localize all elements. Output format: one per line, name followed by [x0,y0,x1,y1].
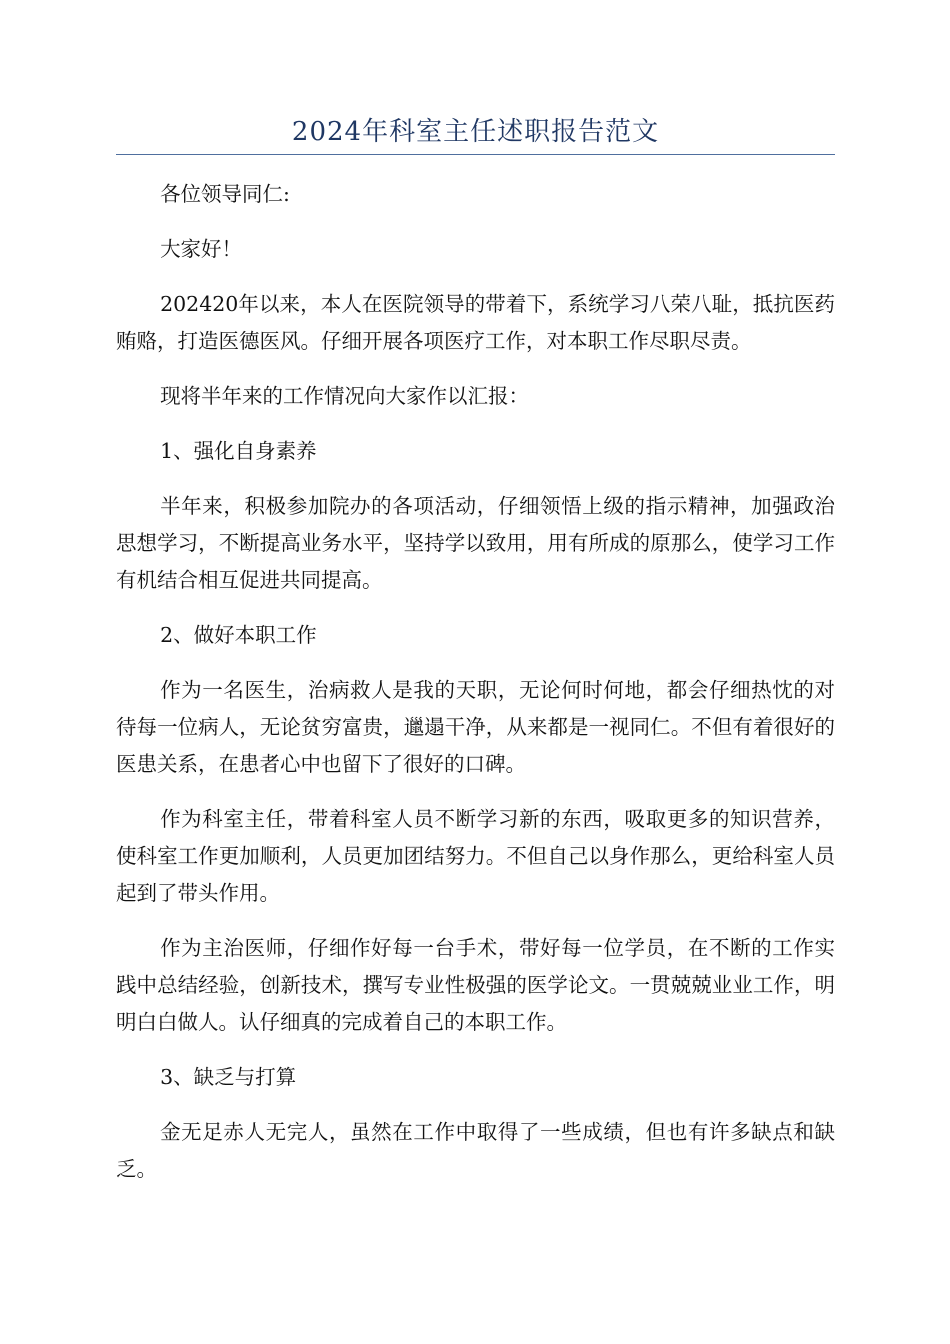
title-underline [116,154,835,155]
section-2-paragraph-attending: 作为主治医师，仔细作好每一台手术，带好每一位学员，在不断的工作实践中总结经验，创新技术，撰写专业性极强的医学论文。一贯兢兢业业工作，明明白白做人。认仔细真的完成着自己的本职工作。 [116,936,835,1034]
report-lead-in: 现将半年来的工作情况向大家作以汇报： [160,384,530,408]
greeting: 大家好！ [160,237,243,261]
salutation: 各位领导同仁: [160,182,290,206]
section-2-paragraph-director: 作为科室主任，带着科室人员不断学习新的东西，吸取更多的知识营养，使科室工作更加顺利，人员更加团结努力。不但自己以身作那么，更给科室人员起到了带头作用。 [116,807,835,905]
section-heading-1: 1、强化自身素养 [160,439,317,463]
section-1-paragraph: 半年来，积极参加院办的各项活动，仔细领悟上级的指示精神，加强政治思想学习，不断提高业务水平，坚持学以致用，用有所成的原那么，使学习工作有机结合相互促进共同提高。 [116,494,835,592]
document-title: 2024年科室主任述职报告范文 [291,117,660,147]
intro-paragraph: 202420年以来，本人在医院领导的带着下，系统学习八荣八耻，抵抗医药贿赂，打造医德医风。仔细开展各项医疗工作，对本职工作尽职尽责。 [116,292,835,353]
section-3-paragraph: 金无足赤人无完人，虽然在工作中取得了一些成绩，但也有许多缺点和缺乏。 [116,1120,835,1181]
document-body [116,176,835,1206]
section-heading-3: 3、缺乏与打算 [160,1065,297,1089]
section-2-paragraph-doctor: 作为一名医生，治病救人是我的天职，无论何时何地，都会仔细热忱的对待每一位病人，无论贫穷富贵，邋遢干净，从来都是一视同仁。不但有着很好的医患关系，在患者心中也留下了很好的口碑。 [116,678,835,776]
section-heading-2: 2、做好本职工作 [160,623,317,647]
